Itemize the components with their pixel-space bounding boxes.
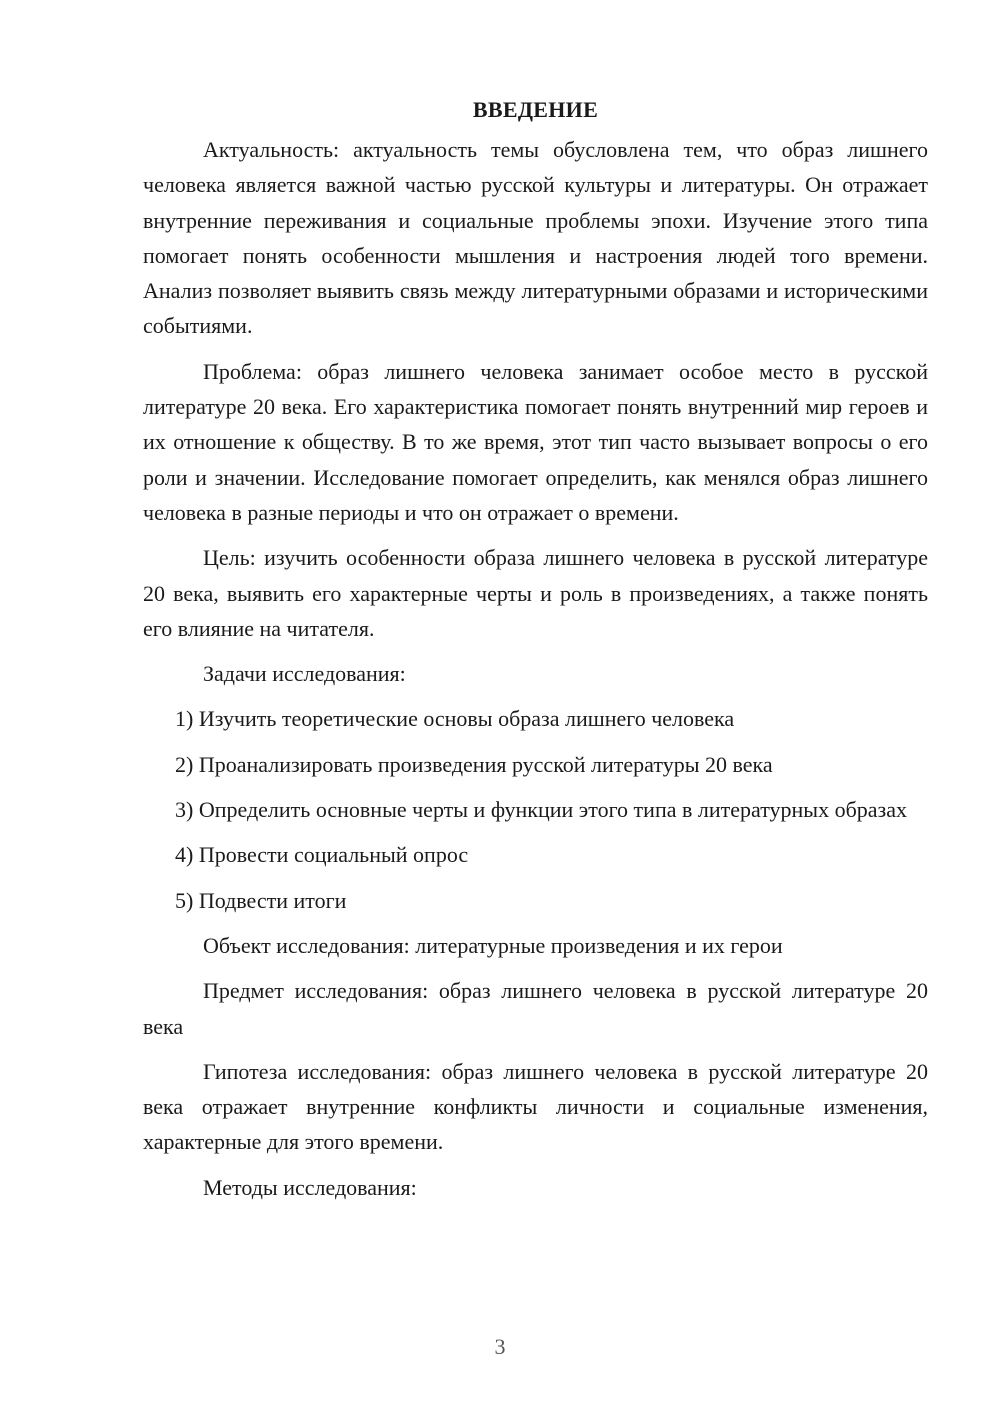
page-number: 3 (494, 1334, 506, 1359)
object-paragraph: Объект исследования: литературные произведения и их герои (203, 932, 783, 958)
task-item: 2) Проанализировать произведения русской литературы 20 века (175, 751, 773, 777)
task-item: 1) Изучить теоретические основы образа лишнего человека (175, 706, 735, 732)
subject-paragraph: Предмет исследования: образ лишнего человека в русской литературе 20 века (143, 978, 928, 1039)
methods-heading: Методы исследования: (203, 1174, 417, 1200)
section-title: ВВЕДЕНИЕ (472, 97, 599, 122)
tasks-heading: Задачи исследования: (203, 661, 406, 687)
document-page (143, 92, 928, 1215)
task-item: 3) Определить основные черты и функции этого типа в литературных образах (175, 797, 907, 823)
relevance-paragraph: Актуальность: актуальность темы обусловлена тем, что образ лишнего человека является важной частью русской культуры и литературы. Он отражает внутренние переживания и социальные проблемы эпохи. Изучение этого типа помогает понять особенности мышления и настроения людей того времени. Анализ позволяет выявить связь между литературными образами и историческими событиями. (143, 137, 928, 339)
problem-paragraph: Проблема: образ лишнего человека занимает особое место в русской литературе 20 века. Его характеристика помогает понять внутренний мир героев и их отношение к обществу. В то же время, этот тип часто вызывает вопросы о его роли и значении. Исследование помогает определить, как менялся образ лишнего человека в разные периоды и что он отражает о времени. (143, 358, 928, 525)
hypothesis-paragraph: Гипотеза исследования: образ лишнего человека в русской литературе 20 века отражает внутренние конфликты личности и социальные изменения, характерные для этого времени. (143, 1058, 928, 1155)
task-item: 5) Подвести итоги (175, 887, 347, 913)
goal-paragraph: Цель: изучить особенности образа лишнего человека в русской литературе 20 века, выявить его характерные черты и роль в произведениях, а также понять его влияние на читателя. (143, 545, 928, 641)
task-item: 4) Провести социальный опрос (175, 842, 469, 868)
